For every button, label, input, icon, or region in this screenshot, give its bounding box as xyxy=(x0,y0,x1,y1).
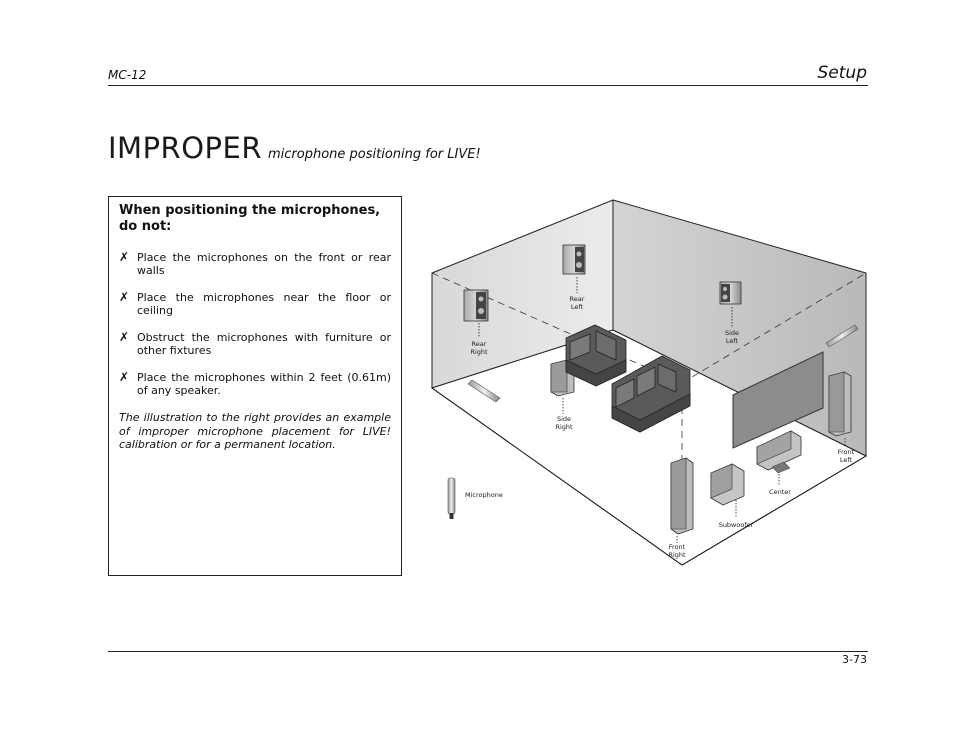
cross-icon: ✗ xyxy=(119,370,130,384)
footer-rule xyxy=(108,651,868,652)
label-side-left-2: Left xyxy=(725,337,739,345)
page-title-main: IMPROPER xyxy=(108,131,262,165)
rear-right-speaker-icon xyxy=(464,290,488,321)
label-microphone: Microphone xyxy=(465,491,503,499)
page-number: 3-73 xyxy=(842,653,867,666)
label-center: Center xyxy=(769,488,791,496)
page-title-sub: microphone positioning for LIVE! xyxy=(268,147,481,162)
front-right-speaker-icon xyxy=(671,458,693,534)
instructions-heading: When positioning the microphones, do not: xyxy=(119,203,381,234)
list-item-text: Place the microphones on the front or rear walls xyxy=(137,251,391,277)
cross-icon: ✗ xyxy=(119,290,130,304)
cross-icon: ✗ xyxy=(119,250,130,264)
cross-icon: ✗ xyxy=(119,330,130,344)
label-rear-left-1: Rear xyxy=(569,295,585,303)
label-side-right-2: Right xyxy=(555,423,573,431)
label-side-right-1: Side xyxy=(556,415,572,423)
label-front-right-1: Front xyxy=(668,543,686,551)
label-front-right-2: Right xyxy=(668,551,686,559)
label-subwoofer: Subwoofer xyxy=(718,521,754,529)
list-item-text: Obstruct the microphones with furniture or other fixtures xyxy=(137,331,391,357)
document-id: MC-12 xyxy=(108,68,147,82)
section-title: Setup xyxy=(817,63,867,83)
front-left-speaker-icon xyxy=(829,372,851,436)
illustration-note: The illustration to the right provides an example of improper microphone placement for LIVE! calibration or for a permanent location. xyxy=(119,411,391,451)
label-side-left-1: Side xyxy=(724,329,740,337)
list-item-text: Place the microphones within 2 feet (0.61m) of any speaker. xyxy=(137,371,391,397)
list-item-text: Place the microphones near the floor or ceiling xyxy=(137,291,391,317)
label-front-left-1: Front xyxy=(837,448,855,456)
label-rear-left-2: Left xyxy=(570,303,584,311)
label-rear-right-1: Rear xyxy=(471,340,487,348)
rear-left-speaker-icon xyxy=(563,245,585,274)
side-left-speaker-icon xyxy=(720,282,741,304)
label-front-left-2: Left xyxy=(839,456,853,464)
label-rear-right-2: Right xyxy=(470,348,488,356)
microphone-legend-icon xyxy=(448,478,455,519)
